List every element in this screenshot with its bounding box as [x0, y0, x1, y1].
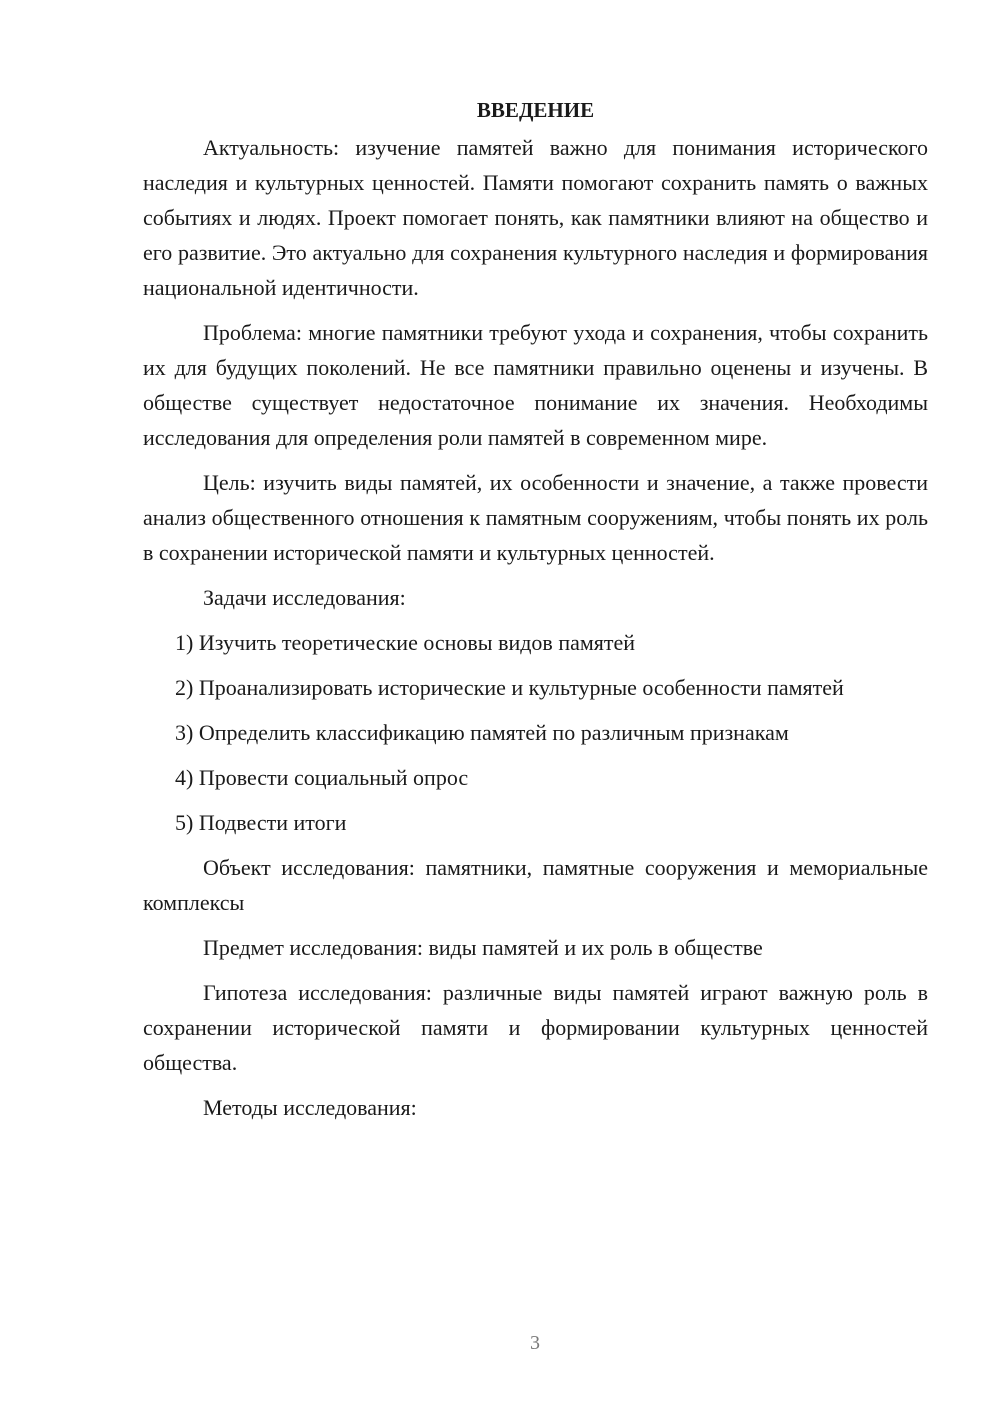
paragraph-problem: Проблема: многие памятники требуют ухода и сохранения, чтобы сохранить их для будущих поколений. Не все памятники правильно оценены и изучены. В обществе существует недостаточное понимание их значения. Необходимы исследования для определения роли памятей в современном мире.	[143, 320, 928, 450]
methods-heading: Методы исследования:	[203, 1095, 417, 1120]
paragraph-object: Объект исследования: памятники, памятные сооружения и мемориальные комплексы	[143, 855, 928, 915]
task-item-4: 4) Провести социальный опрос	[175, 765, 469, 790]
document-page	[143, 92, 928, 1135]
task-item-1: 1) Изучить теоретические основы видов памятей	[175, 630, 636, 655]
task-item-3: 3) Определить классификацию памятей по различным признакам	[175, 720, 789, 745]
page-number: 3	[530, 1332, 540, 1354]
tasks-heading: Задачи исследования:	[203, 585, 406, 610]
paragraph-goal: Цель: изучить виды памятей, их особенности и значение, а также провести анализ общественного отношения к памятным сооружениям, чтобы понять их роль в сохранении исторической памяти и культурных ценностей.	[143, 470, 928, 565]
page-title: ВВЕДЕНИЕ	[476, 98, 595, 122]
task-item-5: 5) Подвести итоги	[175, 810, 347, 835]
paragraph-relevance: Актуальность: изучение памятей важно для понимания исторического наследия и культурных ценностей. Памяти помогают сохранить память о важных событиях и людях. Проект помогает понять, как памятники влияют на общество и его развитие. Это актуально для сохранения культурного наследия и формирования национальной идентичности.	[143, 135, 928, 300]
paragraph-subject: Предмет исследования: виды памятей и их роль в обществе	[203, 935, 763, 960]
paragraph-hypothesis: Гипотеза исследования: различные виды памятей играют важную роль в сохранении исторической памяти и формировании культурных ценностей общества.	[143, 980, 928, 1075]
task-item-2: 2) Проанализировать исторические и культурные особенности памятей	[175, 675, 844, 700]
